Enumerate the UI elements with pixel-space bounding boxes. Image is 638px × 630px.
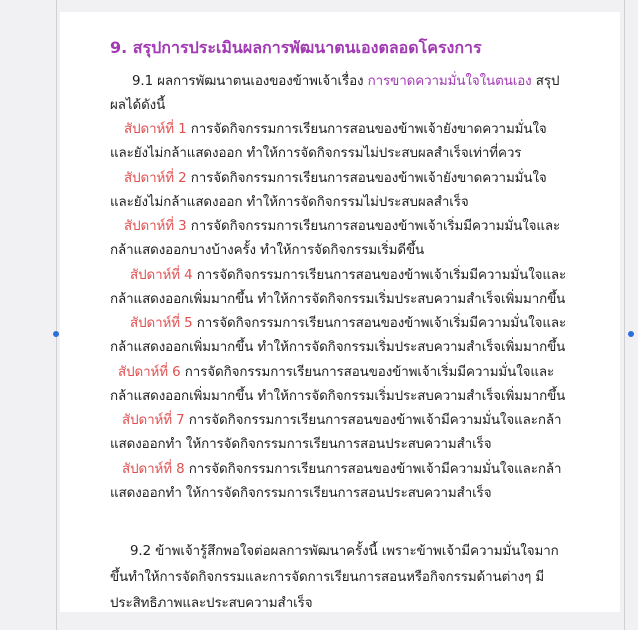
week-1-line-2: และยังไม่กล้าแสดงออก ทำให้การจัดกิจกรรมไม่ประสบผลสำเร็จเท่าที่ควร [110,146,522,161]
document-page [60,12,620,612]
p92-line-3: ประสิทธิภาพและประสบความสำเร็จ [110,596,313,611]
p92-line-1: 9.2 ข้าพเจ้ารู้สึกพอใจต่อผลการพัฒนาครั้งนี้ เพราะข้าพเจ้ามีความมั่นใจมาก [130,544,559,559]
section-heading: 9. สรุปการประเมินผลการพัฒนาตนเองตลอดโครงการ [110,38,482,57]
week-2-line-1 [124,167,547,188]
week-text: การจัดกิจกรรมการเรียนการสอนของข้าพเจ้ามีความมั่นใจและกล้า [188,413,562,428]
p91-prefix: 9.1 ผลการพัฒนาตนเองของข้าพเจ้าเรื่อง [132,74,364,89]
week-3-line-2: กล้าแสดงออกบางบ้างครั้ง ทำให้การจัดกิจกรรมเริ่มดีขึ้น [110,243,425,258]
p91-topic: การขาดความมั่นใจในตนเอง [367,74,532,89]
week-label: สัปดาห์ที่ 7 [122,413,185,428]
week-text: การจัดกิจกรรมการเรียนการสอนของข้าพเจ้าเริ่มมีความมั่นใจและ [196,316,567,331]
week-3-line-1 [124,215,560,236]
week-8-line-1 [122,458,561,479]
week-text: การจัดกิจกรรมการเรียนการสอนของข้าพเจ้าเริ่มมีความมั่นใจและ [190,219,561,234]
week-label: สัปดาห์ที่ 3 [124,219,187,234]
week-4-line-1 [130,264,566,285]
week-4-line-2: กล้าแสดงออกเพิ่มมากขึ้น ทำให้การจัดกิจกรรมเริ่มประสบความสำเร็จเพิ่มมากขึ้น [110,291,566,307]
week-label: สัปดาห์ที่ 5 [130,316,193,331]
week-text: การจัดกิจกรรมการเรียนการสอนของข้าพเจ้าเริ่มมีความมั่นใจและ [196,267,567,283]
p92-line-2: ขึ้นทำให้การจัดกิจกรรมและการจัดการเรียนการสอนหรือกิจกรรมด้านต่างๆ มี [110,570,545,585]
week-label: สัปดาห์ที่ 2 [124,170,187,186]
week-2-line-2: และยังไม่กล้าแสดงออก ทำให้การจัดกิจกรรมไม่ประสบผลสำเร็จ [110,194,469,210]
p91-line-2: ผลได้ดังนี้ [110,98,166,113]
week-5-line-1 [130,312,566,333]
week-8-line-2: แสดงออกทำ ให้การจัดกิจกรรมการเรียนการสอนประสบความสำเร็จ [110,485,492,501]
week-label: สัปดาห์ที่ 1 [124,122,187,137]
week-5-line-2: กล้าแสดงออกเพิ่มมากขึ้น ทำให้การจัดกิจกรรมเริ่มประสบความสำเร็จเพิ่มมากขึ้น [110,340,566,355]
p91-line-1 [132,70,559,91]
week-7-line-2: แสดงออกทำ ให้การจัดกิจกรรมการเรียนการสอนประสบความสำเร็จ [110,437,492,452]
week-label: สัปดาห์ที่ 4 [130,267,193,283]
week-text: การจัดกิจกรรมการเรียนการสอนของข้าพเจ้ายังขาดความมั่นใจ [190,122,547,137]
left-page-edge [56,0,57,630]
p91-suffix: สรุป [535,74,560,89]
right-page-edge [624,0,625,630]
week-text: การจัดกิจกรรมการเรียนการสอนของข้าพเจ้าเริ่มมีความมั่นใจและ [184,364,555,380]
week-6-line-1 [118,361,554,382]
week-text: การจัดกิจกรรมการเรียนการสอนของข้าพเจ้ามีความมั่นใจและกล้า [188,461,562,477]
week-text: การจัดกิจกรรมการเรียนการสอนของข้าพเจ้ายังขาดความมั่นใจ [190,170,547,186]
week-7-line-1 [122,409,561,430]
right-resize-handle[interactable] [628,331,634,337]
week-6-line-2: กล้าแสดงออกเพิ่มมากขึ้น ทำให้การจัดกิจกรรมเริ่มประสบความสำเร็จเพิ่มมากขึ้น [110,388,566,404]
left-resize-handle[interactable] [53,331,59,337]
week-label: สัปดาห์ที่ 6 [118,364,181,380]
week-label: สัปดาห์ที่ 8 [122,461,185,477]
week-1-line-1 [124,118,547,139]
